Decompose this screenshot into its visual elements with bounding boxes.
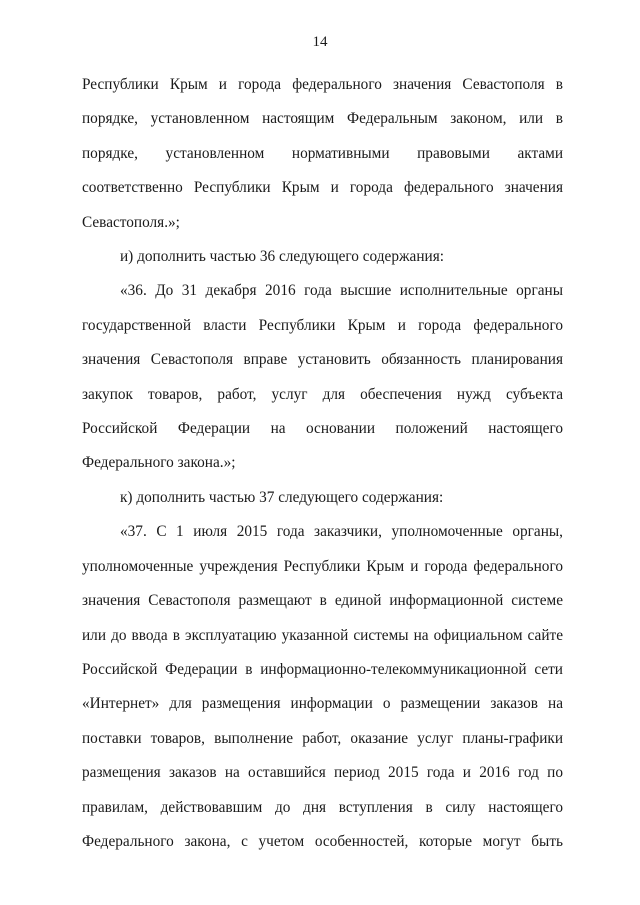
paragraph-part-37: «37. С 1 июля 2015 года заказчики, уполномоченные органы, уполномоченные учреждения Республики Крым и города федерального значения Севастополя размещают в единой информационной системе или до ввода в эксплуатацию указанной системы на официальном сайте Российской Федерации в информационно-телекоммуникационной сети «Интернет» для размещения информации о размещении заказов на поставки товаров, выполнение работ, оказание услуг планы-графики размещения заказов на оставшийся период 2015 года и 2016 год по правилам, действовавшим до дня вступления в силу настоящего Федерального закона, с учетом особенностей, которые могут быть bbox=[82, 523, 563, 850]
document-body bbox=[82, 68, 563, 859]
paragraph-part-36: «36. До 31 декабря 2016 года высшие исполнительные органы государственной власти Республики Крым и города федерального значения Севастополя вправе установить обязанность планирования закупок товаров, работ, услуг для обеспечения нужд субъекта Российской Федерации на основании положений настоящего Федерального закона.»; bbox=[82, 282, 563, 472]
page-number: 14 bbox=[312, 34, 328, 50]
paragraph-continuation: Республики Крым и города федерального значения Севастополя в порядке, установленном настоящим Федеральным законом, или в порядке, установленном нормативными правовыми актами соответственно Республики Крым и города федерального значения Севастополя.»; bbox=[82, 76, 563, 231]
paragraph-item-i: и) дополнить частью 36 следующего содержания: bbox=[120, 248, 445, 266]
paragraph-item-k: к) дополнить частью 37 следующего содержания: bbox=[120, 488, 444, 506]
